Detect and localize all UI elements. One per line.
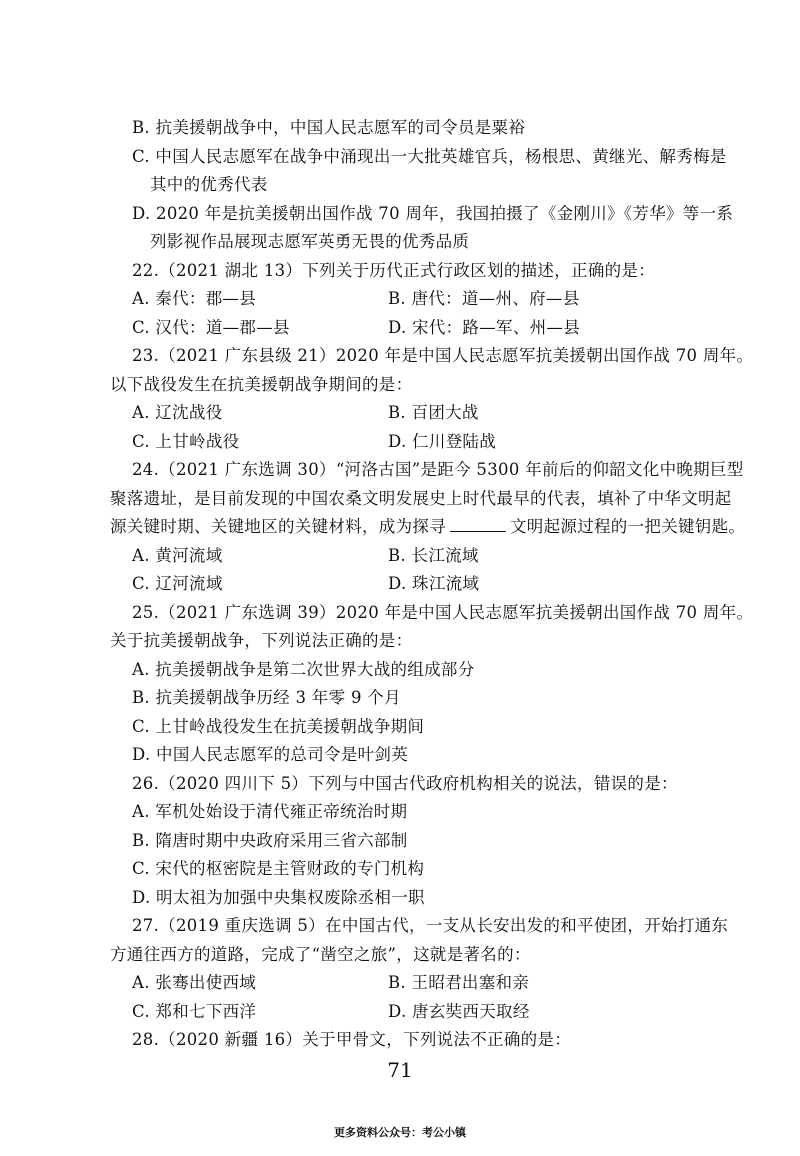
q26-option-c: C. 宋代的枢密院是主管财政的专门机构 [132,859,425,878]
q21-option-b: B. 抗美援朝战争中，中国人民志愿军的司令员是粟裕 [132,118,526,137]
q28-stem: 28.（2020 新疆 16）关于甲骨文，下列说法不正确的是： [132,1030,572,1049]
q27-option-b: B. 王昭君出塞和亲 [388,973,530,992]
answer-blank [450,517,506,532]
q27-stem-line1: 27.（2019 重庆选调 5）在中国古代，一支从长安出发的和平使团，开始打通东 [132,916,729,935]
q24-option-b: B. 长江流域 [388,546,479,565]
q26-option-b: B. 隋唐时期中央政府采用三省六部制 [132,831,408,850]
q23-option-a: A. 辽沈战役 [132,403,223,422]
q25-option-d: D. 中国人民志愿军的总司令是叶剑英 [132,745,409,764]
q24-stem-line3-before: 源关键时期、关键地区的关键材料，成为探寻 [110,517,446,536]
q27-option-a: A. 张骞出使西域 [132,973,257,992]
q23-option-c: C. 上甘岭战役 [132,432,240,451]
q27-option-c: C. 郑和七下西洋 [132,1002,257,1021]
q24-option-d: D. 珠江流域 [388,574,480,593]
q21-option-d-line1: D. 2020 年是抗美援朝出国作战 70 周年，我国拍摄了《金刚川》《芳华》等一系 [132,204,734,223]
footer-note: 更多资料公众号：考公小镇 [334,1126,466,1139]
q22-option-c: C. 汉代：道—郡—县 [132,318,290,337]
q24-stem-line2: 聚落遗址，是目前发现的中国农桑文明发展史上时代最早的代表，填补了中华文明起 [110,489,732,508]
q27-option-d: D. 唐玄奘西天取经 [388,1002,530,1021]
q25-option-c: C. 上甘岭战役发生在抗美援朝战争期间 [132,717,425,736]
q21-option-d-line2: 列影视作品展现志愿军英勇无畏的优秀品质 [150,232,470,251]
q22-option-b: B. 唐代：道—州、府—县 [388,289,580,308]
q22-option-a: A. 秦代：郡—县 [132,289,257,308]
q24-option-c: C. 辽河流域 [132,574,223,593]
q25-option-b: B. 抗美援朝战争历经 3 年零 9 个月 [132,688,401,707]
q25-stem-line1: 25.（2021 广东选调 39）2020 年是中国人民志愿军抗美援朝出国作战 70 周年。 [132,603,754,622]
q22-option-d: D. 宋代：路—军、州—县 [388,318,581,337]
q26-option-d: D. 明太祖为加强中央集权废除丞相一职 [132,888,425,907]
q24-option-a: A. 黄河流域 [132,546,223,565]
q26-stem: 26.（2020 四川下 5）下列与中国古代政府机构相关的说法，错误的是： [132,774,678,793]
q22-stem: 22.（2021 湖北 13）下列关于历代正式行政区划的描述，正确的是： [132,261,656,280]
q26-option-a: A. 军机处始设于清代雍正帝统治时期 [132,802,408,821]
q24-stem-line3 [110,516,745,538]
page-number: 71 [387,1058,413,1082]
q23-option-d: D. 仁川登陆战 [388,432,497,451]
q25-option-a: A. 抗美援朝战争是第二次世界大战的组成部分 [132,660,475,679]
q23-stem-line1: 23.（2021 广东县级 21）2020 年是中国人民志愿军抗美援朝出国作战 70 周年。 [132,346,754,365]
q23-option-b: B. 百团大战 [388,403,479,422]
q27-stem-line2: 方通往西方的道路，完成了“凿空之旅”，这就是著名的： [110,945,531,964]
q23-stem-line2: 以下战役发生在抗美援朝战争期间的是： [110,375,413,394]
q25-stem-line2: 关于抗美援朝战争，下列说法正确的是： [110,631,413,650]
q24-stem-line1: 24.（2021 广东选调 30）“河洛古国”是距今 5300 年前后的仰韶文化中晚期巨型 [132,460,744,479]
q21-option-c-line1: C. 中国人民志愿军在战争中涌现出一大批英雄官兵，杨根思、黄继光、解秀梅是 [132,147,727,166]
q24-stem-line3-after: 文明起源过程的一把关键钥匙。 [510,517,746,536]
q21-option-c-line2: 其中的优秀代表 [150,175,268,194]
